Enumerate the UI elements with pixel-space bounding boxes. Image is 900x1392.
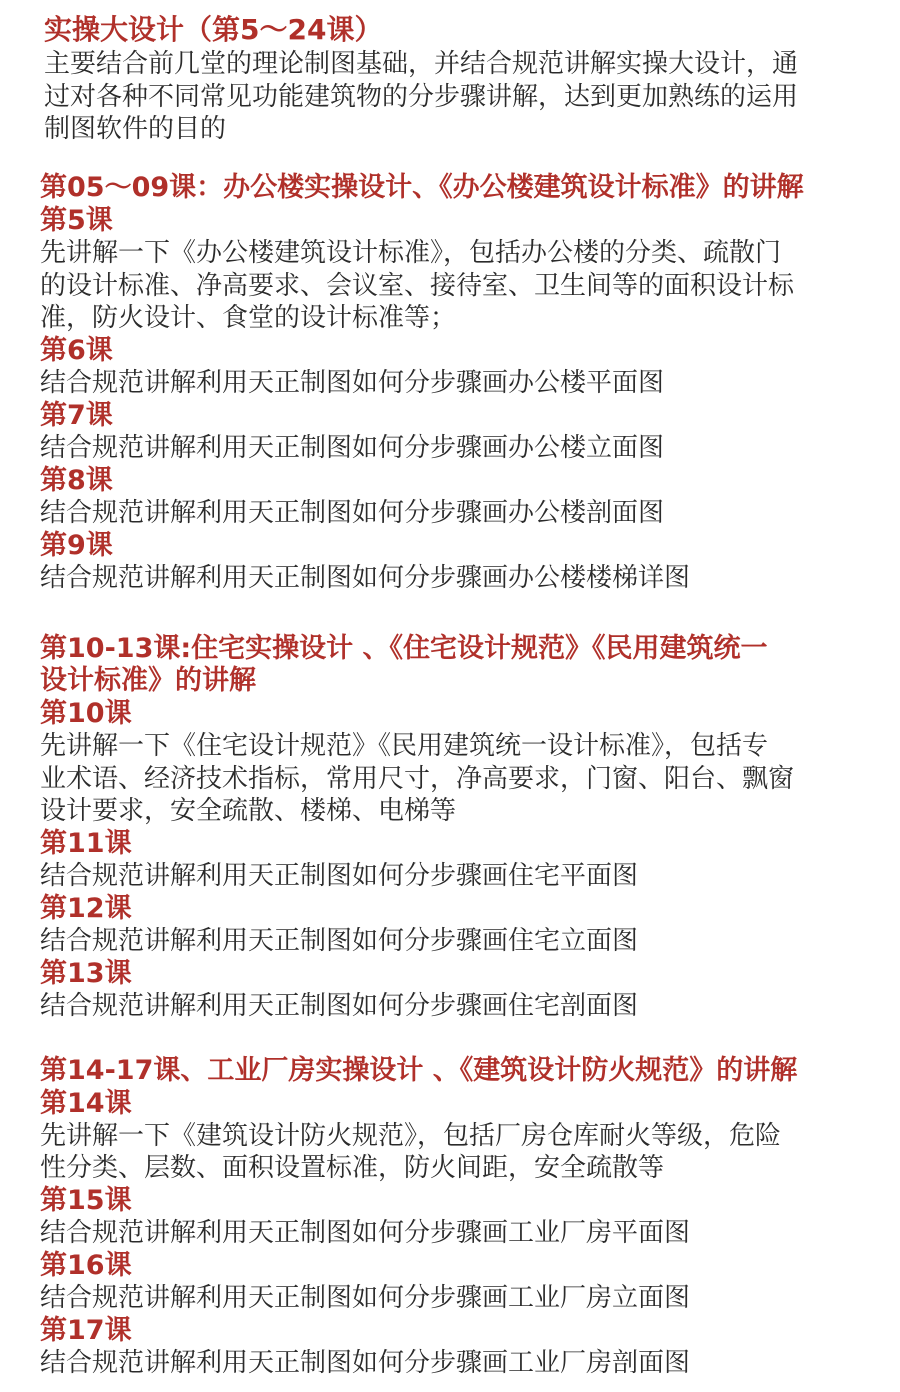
lesson-label-17: 第17课: [40, 1315, 132, 1346]
lesson-label-14: 第14课: [40, 1088, 132, 1119]
lesson-5-desc-line: 准，防火设计、食堂的设计标准等；: [40, 303, 457, 333]
lesson-9-desc: 结合规范讲解利用天正制图如何分步骤画办公楼楼梯详图: [40, 563, 691, 593]
intro-desc-line: 过对各种不同常见功能建筑物的分步骤讲解，达到更加熟练的运用: [44, 82, 799, 112]
lesson-label-9: 第9课: [40, 530, 113, 561]
lesson-label-13: 第13课: [40, 958, 132, 989]
lesson-5-desc-line: 的设计标准、净高要求、会议室、接待室、卫生间等的面积设计标: [40, 271, 795, 301]
lesson-14-desc-line: 先讲解一下《建筑设计防火规范》，包括厂房仓库耐火等级，危险: [40, 1121, 782, 1151]
section-title-office: 第05～09课：办公楼实操设计、《办公楼建筑设计标准》的讲解: [40, 172, 804, 203]
intro-title: 实操大设计（第5～24课）: [44, 13, 383, 46]
lesson-12-desc: 结合规范讲解利用天正制图如何分步骤画住宅立面图: [40, 926, 639, 956]
lesson-label-10: 第10课: [40, 698, 132, 729]
lesson-10-desc-line: 业术语、经济技术指标，常用尺寸，净高要求，门窗、阳台、飘窗: [40, 764, 795, 794]
lesson-label-12: 第12课: [40, 893, 132, 924]
lesson-11-desc: 结合规范讲解利用天正制图如何分步骤画住宅平面图: [40, 861, 639, 891]
intro-desc-line: 制图软件的目的: [44, 114, 227, 144]
lesson-label-6: 第6课: [40, 335, 113, 366]
lesson-7-desc: 结合规范讲解利用天正制图如何分步骤画办公楼立面图: [40, 433, 665, 463]
section-title-industrial: 第14-17课、工业厂房实操设计 、《建筑设计防火规范》的讲解: [40, 1055, 798, 1086]
section-title-residential: 设计标准》的讲解: [40, 665, 256, 696]
intro-desc-line: 主要结合前几堂的理论制图基础，并结合规范讲解实操大设计，通: [44, 49, 799, 79]
lesson-13-desc: 结合规范讲解利用天正制图如何分步骤画住宅剖面图: [40, 991, 639, 1021]
lesson-label-5: 第5课: [40, 205, 113, 236]
lesson-label-15: 第15课: [40, 1185, 132, 1216]
lesson-5-desc-line: 先讲解一下《办公楼建筑设计标准》，包括办公楼的分类、疏散门: [40, 238, 782, 268]
lesson-10-desc-line: 设计要求，安全疏散、楼梯、电梯等: [40, 796, 457, 826]
lesson-label-11: 第11课: [40, 828, 132, 859]
lesson-17-desc: 结合规范讲解利用天正制图如何分步骤画工业厂房剖面图: [40, 1348, 691, 1378]
lesson-6-desc: 结合规范讲解利用天正制图如何分步骤画办公楼平面图: [40, 368, 665, 398]
section-title-residential: 第10-13课:住宅实操设计 、《住宅设计规范》《民用建筑统一: [40, 633, 768, 664]
lesson-label-8: 第8课: [40, 465, 113, 496]
lesson-label-16: 第16课: [40, 1250, 132, 1281]
lesson-16-desc: 结合规范讲解利用天正制图如何分步骤画工业厂房立面图: [40, 1283, 691, 1313]
lesson-15-desc: 结合规范讲解利用天正制图如何分步骤画工业厂房平面图: [40, 1218, 691, 1248]
lesson-10-desc-line: 先讲解一下《住宅设计规范》《民用建筑统一设计标准》，包括专: [40, 731, 769, 761]
lesson-8-desc: 结合规范讲解利用天正制图如何分步骤画办公楼剖面图: [40, 498, 665, 528]
lesson-label-7: 第7课: [40, 400, 113, 431]
lesson-14-desc-line: 性分类、层数、面积设置标准，防火间距，安全疏散等: [40, 1153, 665, 1183]
